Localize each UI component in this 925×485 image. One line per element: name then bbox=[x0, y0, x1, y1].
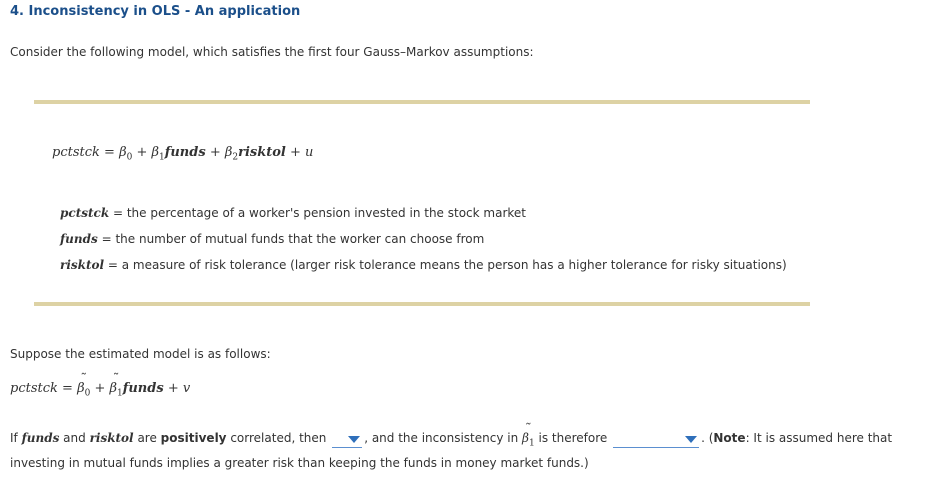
lhs-pctstck: pctstck bbox=[52, 145, 100, 160]
risktol-var: risktol bbox=[238, 145, 286, 160]
est-funds-var: funds bbox=[122, 381, 164, 396]
chevron-down-icon bbox=[348, 436, 360, 443]
model-equation bbox=[52, 145, 313, 163]
question-sentence-line2: investing in mutual funds implies a greater risk than keeping the funds in money market funds.) bbox=[10, 456, 589, 470]
definition-risktol: risktol = a measure of risk tolerance (larger risk tolerance means the person has a higher tolerance for risky situations) bbox=[60, 258, 787, 272]
positively-bold: positively bbox=[160, 431, 227, 445]
bias-direction-dropdown[interactable] bbox=[332, 433, 362, 448]
beta1: $\beta_1$ bbox=[151, 145, 165, 163]
question-sentence: If funds and risktol are positively correlated, then , and the inconsistency in ˜ $\beta_1$ is therefore . (Note: It is assumed here that bbox=[10, 431, 892, 448]
error-v: v bbox=[182, 381, 191, 396]
suppose-text: Suppose the estimated model is as follows: bbox=[10, 347, 271, 361]
beta1-tilde-inline: ˜ $\beta_1$ bbox=[522, 431, 535, 448]
estimated-equation bbox=[10, 381, 190, 399]
intro-text: Consider the following model, which satisfies the first four Gauss–Markov assumptions: bbox=[10, 45, 534, 59]
note-label: Note bbox=[713, 431, 746, 445]
est-plus: + bbox=[94, 381, 106, 396]
risktol-var-inline: risktol bbox=[89, 431, 134, 445]
beta2: $\beta_2$ bbox=[224, 145, 239, 163]
beta0-tilde: ˜ $\beta_0$ bbox=[77, 381, 90, 399]
est-plus-2: + bbox=[167, 381, 179, 396]
plus-sign-3: + bbox=[289, 145, 301, 160]
beta0: $\beta_0$ bbox=[119, 145, 133, 163]
plus-sign: + bbox=[136, 145, 148, 160]
funds-var-inline: funds bbox=[21, 431, 60, 445]
plus-sign-2: + bbox=[209, 145, 221, 160]
est-equals: = bbox=[62, 381, 73, 396]
equals-sign: = bbox=[104, 145, 115, 160]
inconsistency-dropdown[interactable] bbox=[613, 433, 699, 448]
est-lhs: pctstck bbox=[10, 381, 58, 396]
chevron-down-icon bbox=[685, 436, 697, 443]
definition-pctstck: pctstck = the percentage of a worker's pension invested in the stock market bbox=[60, 206, 526, 220]
top-divider bbox=[34, 100, 810, 104]
error-u: u bbox=[305, 145, 314, 160]
question-title: 4. Inconsistency in OLS - An application bbox=[10, 4, 301, 19]
beta1-tilde: ˜ $\beta_1$ bbox=[110, 381, 123, 399]
definition-funds: funds = the number of mutual funds that the worker can choose from bbox=[60, 232, 485, 246]
bottom-divider bbox=[34, 302, 810, 306]
funds-var: funds bbox=[164, 145, 206, 160]
